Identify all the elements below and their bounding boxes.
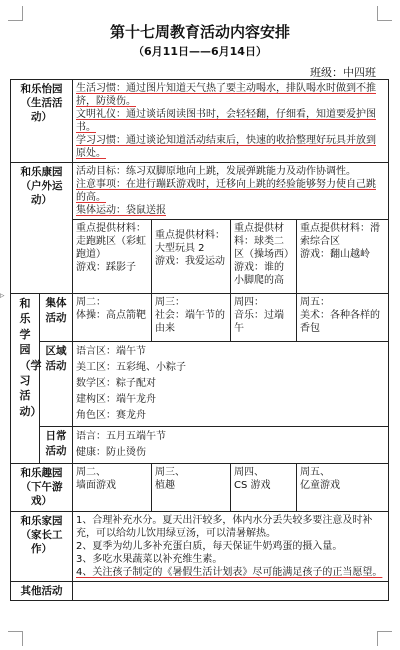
group-day-cell: 周四： 音乐：过端午 (231, 294, 297, 342)
area-activity-row (11, 342, 389, 427)
life-row (11, 80, 389, 163)
daily-activity-content (73, 427, 389, 464)
equipment-cell (152, 220, 231, 294)
equipment-cell (231, 220, 297, 294)
equipment-area: 重点提供材料：球类二区（操场西） (234, 223, 294, 260)
life-line: 生活习惯：通过图片知道天气热了要主动喝水，排队喝水时做到不推挤，防烫伤。 (76, 83, 376, 107)
equipment-area: 重点提供材料：滑索综合区 (300, 223, 380, 247)
outdoor-content (73, 163, 389, 220)
family-line: 1、合理补充水分。夏天出汗较多，体内水分丢失较多要注意及时补充，可以给幼儿饮用绿豆汤，可以清暑解热。 (76, 514, 373, 539)
schedule-table (10, 79, 389, 601)
equipment-area: 重点提供材料：大型玩具 2 (155, 230, 225, 254)
outdoor-line: 活动目标：练习双脚原地向上跳，发展弹跳能力及动作协调性。 (76, 166, 356, 177)
daily-activity-row (11, 427, 389, 464)
afternoon-day-cell: 周四、 CS 游戏 (231, 464, 297, 512)
daily-activity-label: 日常 活动 (40, 427, 73, 464)
area-item: 美工区：五彩绳、小粽子 (76, 362, 186, 373)
afternoon-day-cell: 周三、 植趣 (152, 464, 231, 512)
family-section-label: 和乐家园 （家长工作） (11, 511, 73, 581)
equipment-cell (73, 220, 152, 294)
family-line: 4、关注孩子制定的《暑假生活计划表》尽可能满足孩子的正当愿望。 (76, 566, 383, 578)
learning-label-text: 和乐学园（学习活动） (19, 297, 42, 418)
outdoor-line: 注意事项：在进行蹦跃游戏时，迁移向上跳的经验能够努力使自己跳的高。 (76, 179, 376, 203)
area-item: 角色区：赛龙舟 (76, 410, 146, 421)
life-content (73, 80, 389, 163)
equipment-cell (297, 220, 389, 294)
equipment-game: 游戏：踩影子 (76, 262, 136, 273)
date-range: （6月11日——6月14日） (133, 45, 267, 58)
family-row (11, 511, 389, 581)
area-item: 建构区：端午龙舟 (76, 394, 156, 405)
family-line: 3、多吃水果蔬菜以补充维生素。 (76, 553, 223, 565)
other-content (73, 581, 389, 600)
afternoon-row (11, 464, 389, 512)
afternoon-section-label: 和乐趣园 （下午游戏） (11, 464, 73, 512)
group-day-cell: 周二： 体操：高点箭靶 (73, 294, 152, 342)
area-activity-label: 区域 活动 (40, 342, 73, 427)
learning-section-label (11, 294, 40, 464)
life-section-label: 和乐怡园 （生活活动） (11, 80, 73, 163)
outdoor-section-label: 和乐康园 （户外运动） (11, 163, 73, 294)
group-day-cell: 周五： 美术：各种各样的香包 (297, 294, 389, 342)
page-corner-mark (377, 6, 392, 21)
page-corner-mark (8, 631, 23, 646)
equipment-game: 游戏：谁的小脚爬的高 (234, 262, 284, 286)
outdoor-line: 集体运动：袋鼠送报 (76, 205, 166, 216)
group-activity-label: 集体 活动 (40, 294, 73, 342)
outdoor-row (11, 163, 389, 220)
area-activity-content (73, 342, 389, 427)
other-section-label: 其他活动 (11, 581, 73, 600)
life-line: 学习习惯：通过谈论知道活动结束后，快速的收拾整理好玩具并放到原处。 (76, 135, 376, 159)
area-item: 数学区：粽子配对 (76, 378, 156, 389)
page-title: 第十七周教育活动内容安排 (109, 23, 290, 41)
afternoon-day-cell: 周二、 墙面游戏 (73, 464, 152, 512)
page-corner-mark (377, 631, 392, 646)
group-day-cell: 周三： 社会：端午节的由来 (152, 294, 231, 342)
family-content (73, 511, 389, 581)
class-label: 班级：中四班 (310, 66, 376, 79)
family-line: 2、夏季为幼儿多补充蛋白质，每天保证牛奶鸡蛋的摄入量。 (76, 540, 343, 552)
equipment-area: 重点提供材料：走跑跳区（彩虹跑道） (76, 223, 146, 260)
equipment-game: 游戏：我爱运动 (155, 256, 225, 267)
page-corner-mark (8, 6, 23, 21)
other-row (11, 581, 389, 600)
afternoon-day-cell: 周五、 亿童游戏 (297, 464, 389, 512)
daily-item: 健康：防止烫伤 (76, 447, 146, 458)
equipment-game: 游戏：翻山越岭 (300, 249, 370, 260)
group-activity-row (11, 294, 389, 342)
area-item: 语言区：端午节 (76, 346, 146, 357)
life-line: 文明礼仪：通过谈话阅读图书时，会轻轻翻，仔细看，知道要爱护图书。 (76, 109, 376, 133)
daily-item: 语言：五月五端午节 (76, 431, 166, 442)
margin-arrow-icon: ▹ (0, 291, 5, 301)
